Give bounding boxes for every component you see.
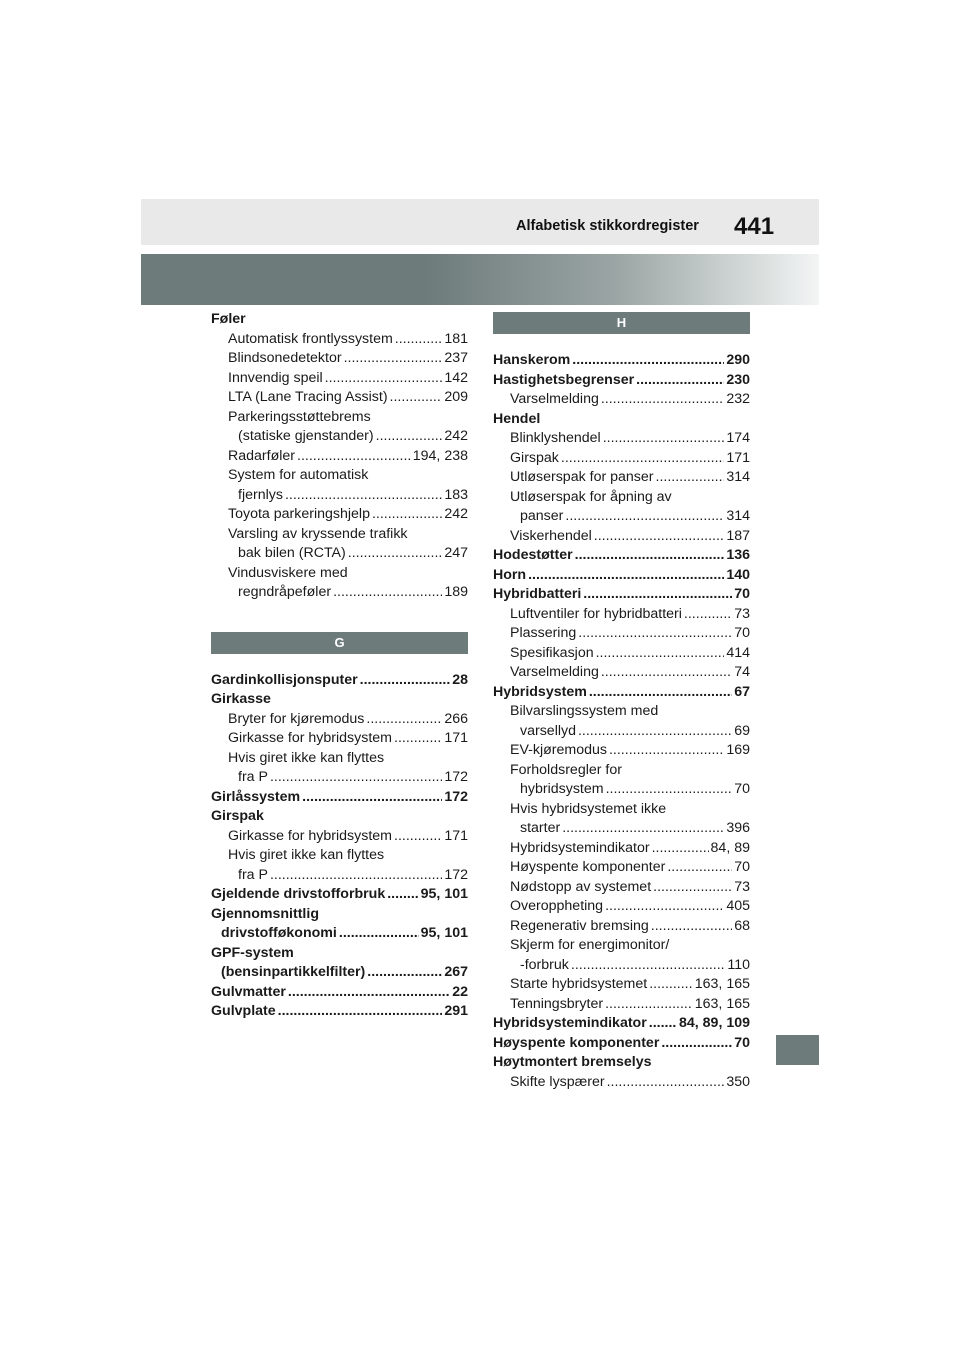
entry-label: Varselmelding xyxy=(510,664,599,680)
index-entry[interactable] xyxy=(493,624,750,644)
index-entry[interactable] xyxy=(211,749,468,769)
dot-leader xyxy=(394,729,442,749)
entry-label: varsellyd xyxy=(520,722,576,739)
index-entry[interactable] xyxy=(211,710,468,730)
dot-leader xyxy=(278,1002,443,1022)
index-entry[interactable] xyxy=(493,449,750,469)
entry-label: Gulvmatter xyxy=(211,983,286,1000)
entry-label: Høytmontert bremselys xyxy=(493,1054,652,1070)
entry-page-numbers[interactable]: 290 xyxy=(726,352,750,368)
entry-label: Vindusviskere med xyxy=(228,564,348,581)
index-entry[interactable] xyxy=(211,427,468,447)
entries-list-g xyxy=(211,671,468,1022)
index-entry[interactable] xyxy=(211,885,468,905)
entry-label: Hvis giret ikke kan flyttes xyxy=(228,749,385,766)
index-entry[interactable] xyxy=(493,858,750,878)
dot-leader xyxy=(333,583,442,603)
dot-leader xyxy=(667,858,732,878)
entry-page-numbers[interactable]: 189 xyxy=(444,584,468,600)
entry-page-numbers[interactable]: 171 xyxy=(444,827,468,844)
entry-label: Høyspente komponenter xyxy=(510,859,666,875)
dot-leader xyxy=(607,1073,725,1093)
dot-leader xyxy=(285,486,442,506)
dot-leader xyxy=(360,671,451,691)
entry-page-numbers[interactable]: 314 xyxy=(726,469,750,485)
index-entry[interactable] xyxy=(493,995,750,1015)
index-entry[interactable] xyxy=(493,546,750,566)
dot-leader xyxy=(684,605,732,625)
entry-page-numbers[interactable]: 163, 165 xyxy=(694,976,750,992)
entry-label: Spesifikasjon xyxy=(510,644,594,661)
index-entry[interactable] xyxy=(493,936,750,956)
dot-leader xyxy=(596,644,725,664)
index-entry[interactable] xyxy=(493,585,750,605)
index-entry[interactable] xyxy=(211,827,468,847)
entry-page-numbers[interactable]: 350 xyxy=(726,1073,750,1090)
entry-page-numbers[interactable]: 237 xyxy=(444,350,468,366)
entry-page-numbers[interactable]: 209 xyxy=(444,389,468,405)
entry-label: Radarføler xyxy=(228,447,296,464)
index-entry[interactable] xyxy=(211,369,468,389)
entry-label: panser xyxy=(520,508,564,524)
dot-leader xyxy=(572,351,724,371)
entry-label: fra P xyxy=(238,769,268,785)
dot-leader xyxy=(270,866,442,886)
entry-page-numbers[interactable]: 67 xyxy=(734,683,750,700)
index-entry[interactable] xyxy=(211,447,468,467)
dot-leader xyxy=(390,388,443,408)
entry-label: Overoppheting xyxy=(510,898,604,914)
index-entry[interactable] xyxy=(493,1034,750,1054)
entry-label: Girlåssystem xyxy=(211,788,301,805)
entry-page-numbers[interactable]: 95, 101 xyxy=(420,886,468,902)
entry-page-numbers[interactable]: 163, 165 xyxy=(694,995,750,1012)
dot-leader xyxy=(302,788,442,808)
index-entry[interactable] xyxy=(211,583,468,603)
entry-page-numbers[interactable]: 28 xyxy=(452,671,468,688)
index-entry[interactable] xyxy=(493,527,750,547)
dot-leader xyxy=(376,427,443,447)
entry-page-numbers[interactable]: 247 xyxy=(444,545,468,561)
entry-page-numbers[interactable]: 68 xyxy=(734,917,750,934)
entry-label: Høyspente komponenter xyxy=(493,1034,660,1051)
index-entry[interactable] xyxy=(211,944,468,964)
index-entry[interactable] xyxy=(493,780,750,800)
dot-leader xyxy=(348,544,443,564)
dot-leader xyxy=(601,390,724,410)
entry-page-numbers[interactable]: 405 xyxy=(726,898,750,914)
entry-label: (statiske gjenstander) xyxy=(238,428,374,444)
entry-label: Utløserspak for panser xyxy=(510,469,654,485)
dot-leader xyxy=(578,722,732,742)
entry-page-numbers[interactable]: 70 xyxy=(734,781,750,797)
index-entry[interactable] xyxy=(493,644,750,664)
index-entry[interactable] xyxy=(493,390,750,410)
entry-page-numbers[interactable]: 84, 89 xyxy=(710,839,750,856)
entry-page-numbers[interactable]: 142 xyxy=(444,369,468,386)
entry-page-numbers[interactable]: 69 xyxy=(734,722,750,739)
entry-page-numbers[interactable]: 171 xyxy=(444,730,468,746)
entry-label: Gulvplate xyxy=(211,1003,276,1019)
dot-leader xyxy=(578,624,732,644)
index-column-left xyxy=(211,310,468,1022)
dot-leader xyxy=(367,963,442,983)
index-entry[interactable] xyxy=(493,605,750,625)
decorative-band xyxy=(141,254,819,305)
entry-label: Girspak xyxy=(510,449,559,466)
index-entry[interactable] xyxy=(493,917,750,937)
entry-label: Hodestøtter xyxy=(493,547,573,563)
entry-label: Varselmelding xyxy=(510,391,599,407)
entry-label: Toyota parkeringshjelp xyxy=(228,506,370,522)
index-entry[interactable] xyxy=(493,839,750,859)
index-entry[interactable] xyxy=(211,905,468,925)
dot-leader xyxy=(661,1034,732,1054)
entry-page-numbers[interactable]: 172 xyxy=(444,866,468,883)
entry-label: Hvis hybridsystemet ikke xyxy=(510,800,667,817)
index-entry[interactable] xyxy=(211,1002,468,1022)
page-number: 441 xyxy=(734,213,775,240)
entry-label: Girkasse xyxy=(211,691,271,707)
index-entry[interactable] xyxy=(493,800,750,820)
entry-page-numbers[interactable]: 414 xyxy=(726,644,750,661)
entry-page-numbers[interactable]: 70 xyxy=(734,859,750,875)
dot-leader xyxy=(571,956,725,976)
index-entry[interactable] xyxy=(211,924,468,944)
dot-leader xyxy=(528,566,724,586)
index-entry[interactable] xyxy=(493,722,750,742)
dot-leader xyxy=(605,897,724,917)
index-entry[interactable] xyxy=(493,566,750,586)
entry-page-numbers[interactable]: 267 xyxy=(444,964,468,980)
index-entry[interactable] xyxy=(493,819,750,839)
entry-label: Girkasse for hybridsystem xyxy=(228,827,392,844)
entry-label: fjernlys xyxy=(238,486,283,503)
entry-page-numbers[interactable]: 70 xyxy=(734,625,750,641)
entry-label: Nødstopp av systemet xyxy=(510,878,652,895)
index-entry[interactable] xyxy=(211,671,468,691)
entry-label: Parkeringsstøttebrems xyxy=(228,408,371,425)
entry-label: Skifte lyspærer xyxy=(510,1073,605,1090)
entry-label: Girkasse for hybridsystem xyxy=(228,730,392,746)
entry-label: Gardinkollisjonsputer xyxy=(211,671,358,688)
entry-label: Starte hybridsystemet xyxy=(510,976,648,992)
entry-page-numbers[interactable]: 22 xyxy=(452,983,468,1000)
entry-label: starter xyxy=(520,820,561,836)
entry-page-numbers[interactable]: 230 xyxy=(726,371,750,388)
entry-page-numbers[interactable]: 232 xyxy=(726,391,750,407)
dot-leader xyxy=(652,839,709,859)
entry-page-numbers[interactable]: 172 xyxy=(444,788,468,805)
entry-label: bak bilen (RCTA) xyxy=(238,545,346,561)
entry-label: fra P xyxy=(238,866,268,883)
index-entry[interactable] xyxy=(493,878,750,898)
index-entry[interactable] xyxy=(211,544,468,564)
entry-page-numbers[interactable]: 73 xyxy=(734,605,750,622)
entry-page-numbers[interactable]: 95, 101 xyxy=(420,925,468,941)
index-entry[interactable] xyxy=(493,410,750,430)
entry-label: Forholdsregler for xyxy=(510,761,622,778)
entry-page-numbers[interactable]: 169 xyxy=(726,742,750,758)
entry-label: Gjeldende drivstofforbruk xyxy=(211,886,386,902)
dot-leader xyxy=(297,447,411,467)
dot-leader xyxy=(565,507,724,527)
index-entry[interactable] xyxy=(211,729,468,749)
entry-label: Hvis giret ikke kan flyttes xyxy=(228,847,385,863)
entry-page-numbers[interactable]: 183 xyxy=(444,486,468,503)
entry-page-numbers[interactable]: 110 xyxy=(727,956,750,973)
index-column-right xyxy=(493,310,750,1092)
index-entry[interactable] xyxy=(493,897,750,917)
entry-label: Automatisk frontlyssystem xyxy=(228,330,393,347)
entry-label: Hastighetsbegrenser xyxy=(493,371,635,388)
dot-leader xyxy=(636,371,724,391)
dot-leader xyxy=(366,710,442,730)
dot-leader xyxy=(589,683,732,703)
entry-page-numbers[interactable]: 242 xyxy=(444,428,468,444)
entry-page-numbers[interactable]: 242 xyxy=(444,506,468,522)
index-entry[interactable] xyxy=(493,1053,750,1073)
entry-page-numbers[interactable]: 70 xyxy=(734,586,750,602)
dot-leader xyxy=(288,983,450,1003)
entry-label: Innvendig speil xyxy=(228,369,323,386)
entry-page-numbers[interactable]: 187 xyxy=(726,527,750,544)
entry-label: Tenningsbryter xyxy=(510,995,604,1012)
entry-page-numbers[interactable]: 396 xyxy=(726,820,750,836)
index-entry[interactable] xyxy=(211,807,468,827)
dot-leader xyxy=(562,819,724,839)
dot-leader xyxy=(394,827,442,847)
index-entry[interactable] xyxy=(493,371,750,391)
index-entry[interactable] xyxy=(493,507,750,527)
entry-label: Hendel xyxy=(493,410,541,427)
index-entry[interactable] xyxy=(493,429,750,449)
dot-leader xyxy=(325,369,443,389)
entry-page-numbers[interactable]: 194, 238 xyxy=(412,447,468,464)
entry-page-numbers[interactable]: 181 xyxy=(444,330,468,347)
index-entry[interactable] xyxy=(211,466,468,486)
dot-leader xyxy=(651,917,732,937)
index-entry[interactable] xyxy=(211,983,468,1003)
entry-label: Blindsonedetektor xyxy=(228,350,342,366)
index-entry[interactable] xyxy=(211,330,468,350)
index-entry[interactable] xyxy=(211,846,468,866)
entry-label: Føler xyxy=(211,311,246,327)
entry-label: Plassering xyxy=(510,625,577,641)
entry-label: Hybridsystemindikator xyxy=(510,839,650,856)
letter-header-g: G xyxy=(211,632,468,654)
entry-page-numbers[interactable]: 174 xyxy=(726,430,750,446)
entry-page-numbers[interactable]: 266 xyxy=(444,710,468,727)
index-entry[interactable] xyxy=(211,525,468,545)
dot-leader xyxy=(656,468,725,488)
entry-label: Hanskerom xyxy=(493,352,571,368)
index-entry[interactable] xyxy=(493,488,750,508)
entry-label: Skjerm for energimonitor/ xyxy=(510,937,670,953)
entry-label: Hybridbatteri xyxy=(493,586,582,602)
entry-page-numbers[interactable]: 73 xyxy=(734,878,750,895)
dot-leader xyxy=(344,349,443,369)
chapter-tab[interactable] xyxy=(776,1035,819,1065)
entry-label: Bryter for kjøremodus xyxy=(228,710,365,727)
entry-page-numbers[interactable]: 291 xyxy=(444,1003,468,1019)
entry-label: GPF-system xyxy=(211,944,294,961)
dot-leader xyxy=(561,449,724,469)
dot-leader xyxy=(606,780,733,800)
entry-label: drivstofføkonomi xyxy=(221,925,337,941)
entry-page-numbers[interactable]: 314 xyxy=(726,508,750,524)
index-entry[interactable] xyxy=(493,663,750,683)
entry-label: Bilvarslingssystem med xyxy=(510,703,659,719)
entry-label: Girspak xyxy=(211,808,264,824)
entry-page-numbers[interactable]: 140 xyxy=(726,566,750,583)
entry-label: Luftventiler for hybridbatteri xyxy=(510,605,682,622)
entry-label: Varsling av kryssende trafikk xyxy=(228,525,408,542)
index-entry[interactable] xyxy=(211,486,468,506)
dot-leader xyxy=(649,975,693,995)
index-entry[interactable] xyxy=(211,963,468,983)
dot-leader xyxy=(583,585,732,605)
index-entry[interactable] xyxy=(211,564,468,584)
header-bar xyxy=(141,199,819,245)
section-title: Alfabetisk stikkordregister xyxy=(516,218,699,234)
entries-list-f xyxy=(211,310,468,603)
index-entry[interactable] xyxy=(211,690,468,710)
dot-leader xyxy=(395,330,443,350)
index-entry[interactable] xyxy=(493,702,750,722)
dot-leader xyxy=(575,546,725,566)
index-entry[interactable] xyxy=(211,768,468,788)
index-entry[interactable] xyxy=(211,505,468,525)
dot-leader xyxy=(372,505,442,525)
entry-label: Gjennomsnittlig xyxy=(211,905,319,922)
index-entry[interactable] xyxy=(493,741,750,761)
entry-label: Regenerativ bremsing xyxy=(510,917,649,934)
entry-label: regndråpeføler xyxy=(238,584,332,600)
entry-page-numbers[interactable]: 84, 89, 109 xyxy=(679,1015,750,1031)
entry-label: System for automatisk xyxy=(228,467,369,483)
index-entry[interactable] xyxy=(493,1073,750,1093)
dot-leader xyxy=(594,527,725,547)
index-entry[interactable] xyxy=(493,683,750,703)
entry-label: Horn xyxy=(493,566,527,583)
index-entry[interactable] xyxy=(211,310,468,330)
dot-leader xyxy=(270,768,442,788)
entry-label: Hybridsystemindikator xyxy=(493,1015,647,1031)
entry-label: (bensinpartikkelfilter) xyxy=(221,964,366,980)
entry-page-numbers[interactable]: 172 xyxy=(444,769,468,785)
dot-leader xyxy=(609,741,724,761)
entry-label: LTA (Lane Tracing Assist) xyxy=(228,389,388,405)
index-entry[interactable] xyxy=(211,866,468,886)
letter-header-h: H xyxy=(493,312,750,334)
entry-label: hybridsystem xyxy=(520,781,604,797)
dot-leader xyxy=(605,995,693,1015)
entry-page-numbers[interactable]: 136 xyxy=(726,547,750,563)
index-entry[interactable] xyxy=(493,351,750,371)
dot-leader xyxy=(339,924,419,944)
entry-page-numbers[interactable]: 74 xyxy=(734,664,750,680)
index-entry[interactable] xyxy=(493,761,750,781)
entry-page-numbers[interactable]: 70 xyxy=(734,1034,750,1051)
entry-page-numbers[interactable]: 171 xyxy=(726,449,750,466)
index-entry[interactable] xyxy=(211,408,468,428)
dot-leader xyxy=(649,1014,677,1034)
entry-label: -forbruk xyxy=(520,956,569,973)
dot-leader xyxy=(653,878,732,898)
index-entry[interactable] xyxy=(211,349,468,369)
index-entry[interactable] xyxy=(493,975,750,995)
dot-leader xyxy=(387,885,418,905)
index-entry[interactable] xyxy=(493,1014,750,1034)
index-entry[interactable] xyxy=(493,468,750,488)
index-entry[interactable] xyxy=(211,388,468,408)
entry-label: Hybridsystem xyxy=(493,683,587,700)
dot-leader xyxy=(601,663,732,683)
entry-label: Viskerhendel xyxy=(510,527,592,544)
index-entry[interactable] xyxy=(211,788,468,808)
entry-label: EV-kjøremodus xyxy=(510,742,607,758)
entries-list-h xyxy=(493,351,750,1092)
dot-leader xyxy=(603,429,725,449)
entry-label: Blinklyshendel xyxy=(510,430,601,446)
index-entry[interactable] xyxy=(493,956,750,976)
entry-label: Utløserspak for åpning av xyxy=(510,488,672,505)
